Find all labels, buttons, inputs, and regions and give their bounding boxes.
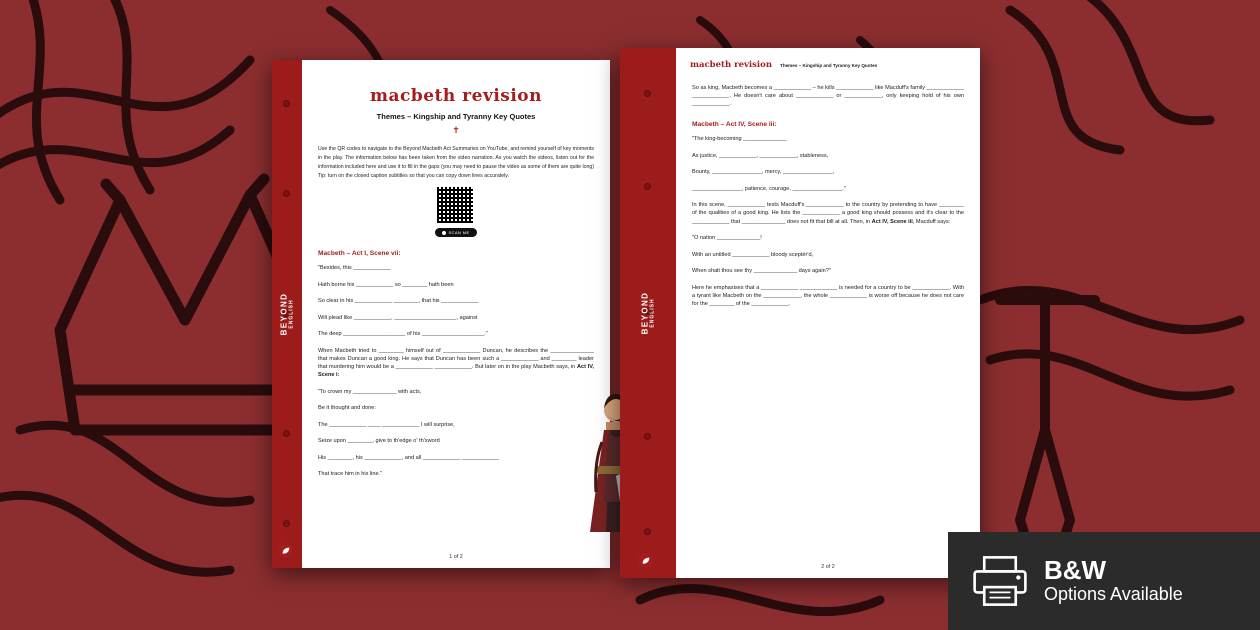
binder-hole — [644, 433, 651, 440]
intro-paragraph: Use the QR codes to navigate to the Beyond Macbeth Act Summaries on YouTube, and remind yourself of key moments in the play. The information below has been taken from the video narration. As you watch the videos, listen out for the information included here and use it to fill in the gaps (you may need to pause the video as some of them are quite long) Tip: turn on the closed caption subtitles so that you can copy down lines accurately. — [318, 146, 594, 180]
bw-options-badge — [948, 532, 1260, 630]
spine-brand-sub: ENGLISH — [649, 298, 656, 328]
leaf-logo-icon — [638, 553, 653, 568]
spine-brand — [280, 293, 295, 336]
worksheet-line: That trace him in his line." — [318, 471, 383, 478]
worksheet-line: "Besides, this ____________ — [318, 265, 391, 272]
page-subtitle: Themes – Kingship and Tyranny Key Quotes — [376, 112, 536, 121]
bw-badge-title: B&W — [1044, 554, 1107, 585]
worksheet-paragraph: So as king, Macbeth becomes a ____________ – he kills ____________ like Macduff's family ____________ ____________. He doesn't care about ____________ or ____________, only keeping hold of his own ____________. — [692, 85, 964, 108]
worksheet-paragraph: When Macbeth tried to ________ himself out of ____________ Duncan, he describes the ______________ that makes Duncan a good king. He says that Duncan has been such a ____________ and ________ leader that murdering him would be a ____________ ____________. But later on in the play Macbeth says, in Act IV, Scene i: — [318, 347, 594, 379]
bw-badge-subtitle: Options Available — [1044, 583, 1183, 604]
page-1-spine — [272, 60, 302, 568]
worksheet-line: The ____________ ____ ____________ I will surprise, — [318, 421, 455, 428]
binder-hole — [644, 183, 651, 190]
worksheet-line: So clear in his ____________ ________, that his ____________ — [318, 298, 479, 305]
scan-me-label: SCAN ME — [448, 230, 470, 236]
leaf-icon-svg — [641, 556, 651, 566]
binder-hole — [283, 100, 290, 107]
worksheet-line: Be it thought and done: — [318, 405, 376, 412]
qr-code-icon[interactable] — [435, 185, 475, 225]
page-title: macbeth revision — [369, 86, 543, 106]
binder-hole — [283, 430, 290, 437]
page-1-content — [302, 60, 610, 568]
binder-hole — [283, 190, 290, 197]
scan-me-badge — [435, 228, 477, 237]
worksheet-line: With an untitled ____________ bloody sceptér'd, — [692, 251, 814, 258]
section-heading-act1: Macbeth – Act I, Scene vii: — [318, 250, 401, 258]
worksheet-line: His ________, his ____________, and all ____________ ____________ — [318, 454, 500, 461]
spine-brand — [641, 292, 656, 335]
page-2-logo: macbeth revision — [690, 60, 773, 70]
worksheet-line: "O nation ______________! — [692, 235, 762, 242]
page-2-spine — [620, 48, 676, 578]
binder-hole — [644, 90, 651, 97]
worksheet-line: ________________, patience, courage, ________________." — [692, 185, 846, 192]
section-heading-act4: Macbeth – Act IV, Scene iii: — [692, 121, 777, 129]
worksheet-page-2[interactable] — [620, 48, 980, 578]
worksheet-line: The deep ____________________ of his ____________________." — [318, 331, 488, 338]
printer-icon — [972, 555, 1028, 607]
binder-hole — [283, 520, 290, 527]
page-number: 1 of 2 — [449, 554, 463, 560]
spine-brand-label: BEYOND — [640, 291, 650, 335]
worksheet-paragraph: Here he emphasises that a ____________ ____________ is needed for a country to be ____________. With a tyrant like Macbeth on the ____________, the whole ____________ is worse off because he does not care for the ________ of the ____________. — [692, 284, 964, 307]
leaf-icon-svg — [281, 546, 291, 556]
cross-ornament-icon: ✝ — [452, 125, 460, 135]
qr-code-block[interactable] — [302, 185, 610, 237]
scan-dot-icon — [442, 231, 446, 235]
spine-brand-sub: ENGLISH — [288, 299, 295, 329]
worksheet-line: Hath borne his ____________ so ________ hath been — [318, 281, 454, 288]
worksheet-line: "The king-becoming ______________ — [692, 136, 787, 143]
page-2-header — [690, 60, 966, 70]
worksheet-line: Seize upon ________, give to th'edge o' th'sword — [318, 438, 440, 445]
spine-brand-label: BEYOND — [279, 292, 289, 336]
worksheet-line: "To crown my ______________ with acts, — [318, 388, 422, 395]
binder-hole — [644, 528, 651, 535]
page-2-header-subtitle: Themes – Kingship and Tyranny Key Quotes — [780, 62, 878, 68]
worksheet-line: Will plead like ____________, ____________________, against — [318, 314, 478, 321]
worksheet-paragraph: In this scene, ____________ tests Macduff's ____________ to the country by pretending to have ________ of the qualities of a good king. He lists the ____________ a good king should possess and it's clear to the ____________ that ______________ does not fit that bill at all. Then, in Act IV, Scene iii, Macduff says: — [692, 202, 964, 225]
leaf-logo-icon — [278, 543, 293, 558]
worksheet-line: Bounty, ________________, mercy, ________________, — [692, 169, 835, 176]
worksheet-line: As justice, ____________, ____________, stableness, — [692, 152, 829, 159]
page-number: 2 of 2 — [821, 564, 835, 570]
worksheet-line: When shalt thou see thy ______________ days again?" — [692, 268, 831, 275]
worksheet-page-1[interactable] — [272, 60, 610, 568]
page-2-content — [676, 48, 980, 578]
